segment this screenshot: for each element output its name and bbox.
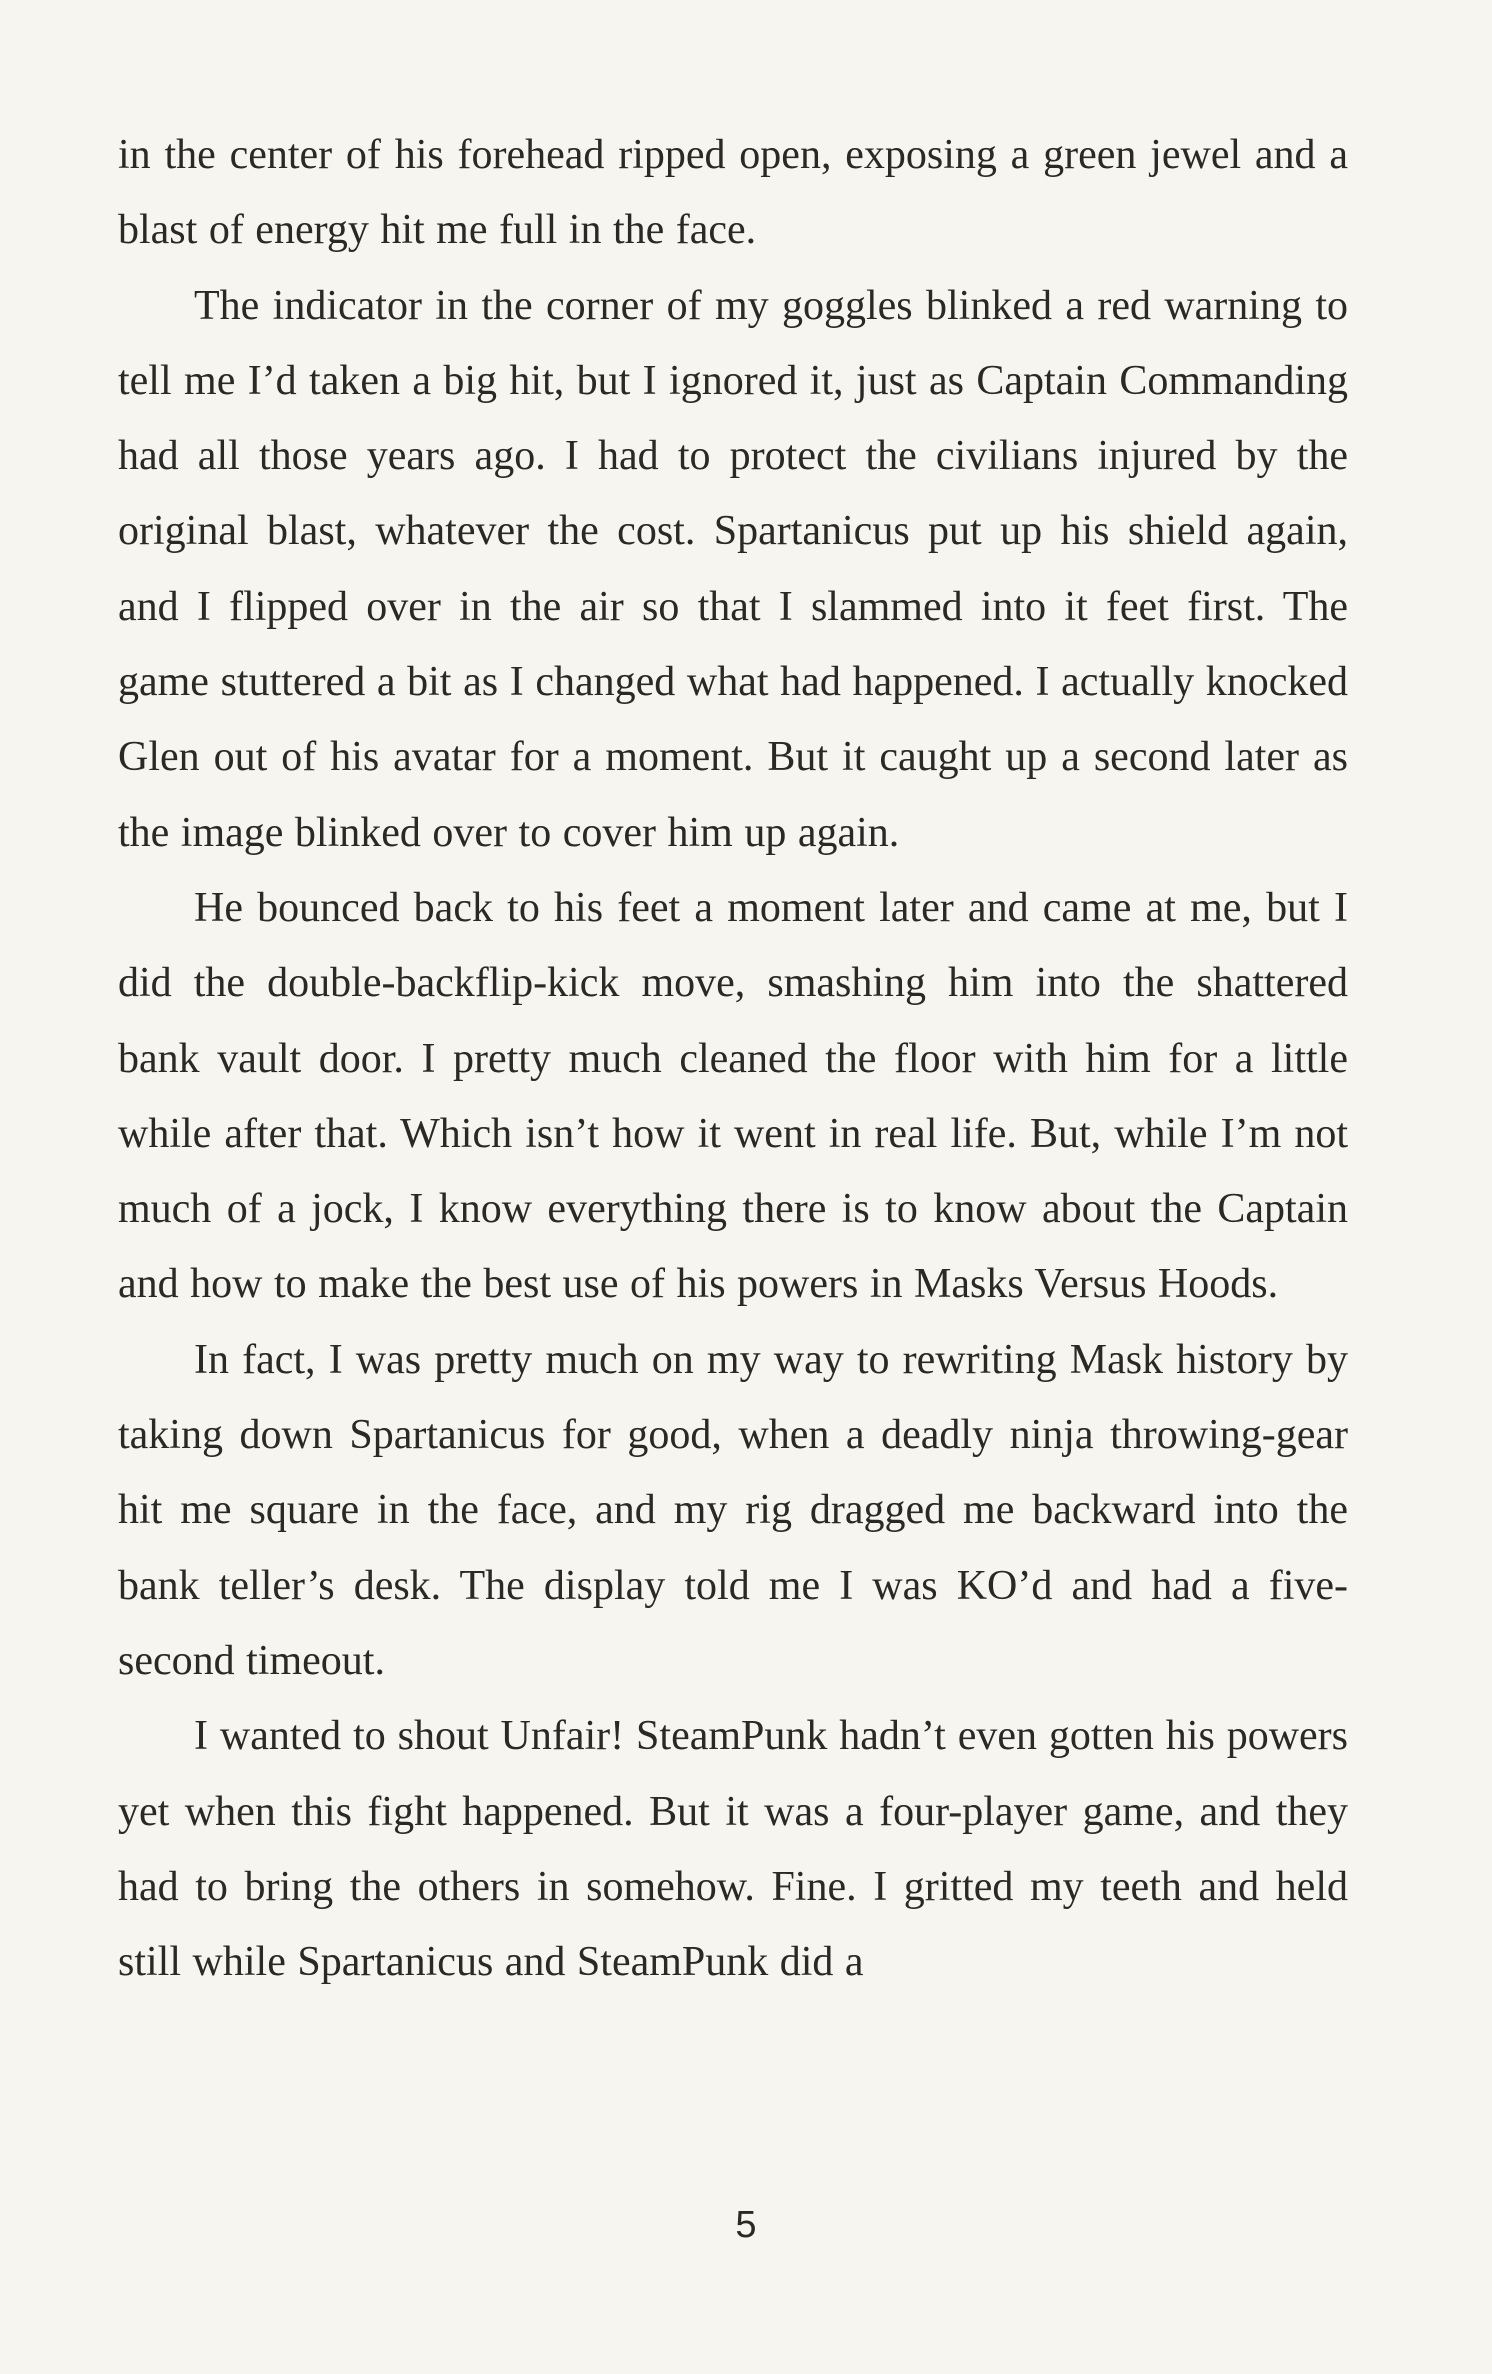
paragraph-4: In fact, I was pretty much on my way to rewriting Mask history by taking down Spartanicus for good, when a deadly ninja throwing-gear hit me square in the face, and my rig dragged me backward into the bank teller’s desk. The display told me I was KO’d and had a five-second timeout. bbox=[118, 1336, 1348, 1684]
paragraph-1: in the center of his forehead ripped open, exposing a green jewel and a blast of energy hit me full in the face. bbox=[118, 132, 1348, 254]
paragraph-3: He bounced back to his feet a moment later and came at me, but I did the double-backflip-kick move, smashing him into the shattered bank vault door. I pretty much cleaned the floor with him for a little while after that. Which isn’t how it went in real life. But, while I’m not much of a jock, I know everything there is to know about the Captain and how to make the best use of his powers in Masks Versus Hoods. bbox=[118, 884, 1348, 1308]
paragraph-2: The indicator in the corner of my goggles blinked a red warning to tell me I’d taken a big hit, but I ignored it, just as Captain Commanding had all those years ago. I had to protect the civilians injured by the original blast, whatever the cost. Spartanicus put up his shield again, and I flipped over in the air so that I slammed into it feet first. The game stuttered a bit as I changed what had happened. I actually knocked Glen out of his avatar for a moment. But it caught up a second later as the image blinked over to cover him up again. bbox=[118, 282, 1348, 856]
page-number: 5 bbox=[735, 2204, 757, 2246]
paragraph-5: I wanted to shout Unfair! SteamPunk hadn’t even gotten his powers yet when this fight happened. But it was a four-player game, and they had to bring the others in somehow. Fine. I gritted my teeth and held still while Spartanicus and SteamPunk did a bbox=[118, 1713, 1348, 1986]
body-text bbox=[118, 118, 1348, 2000]
